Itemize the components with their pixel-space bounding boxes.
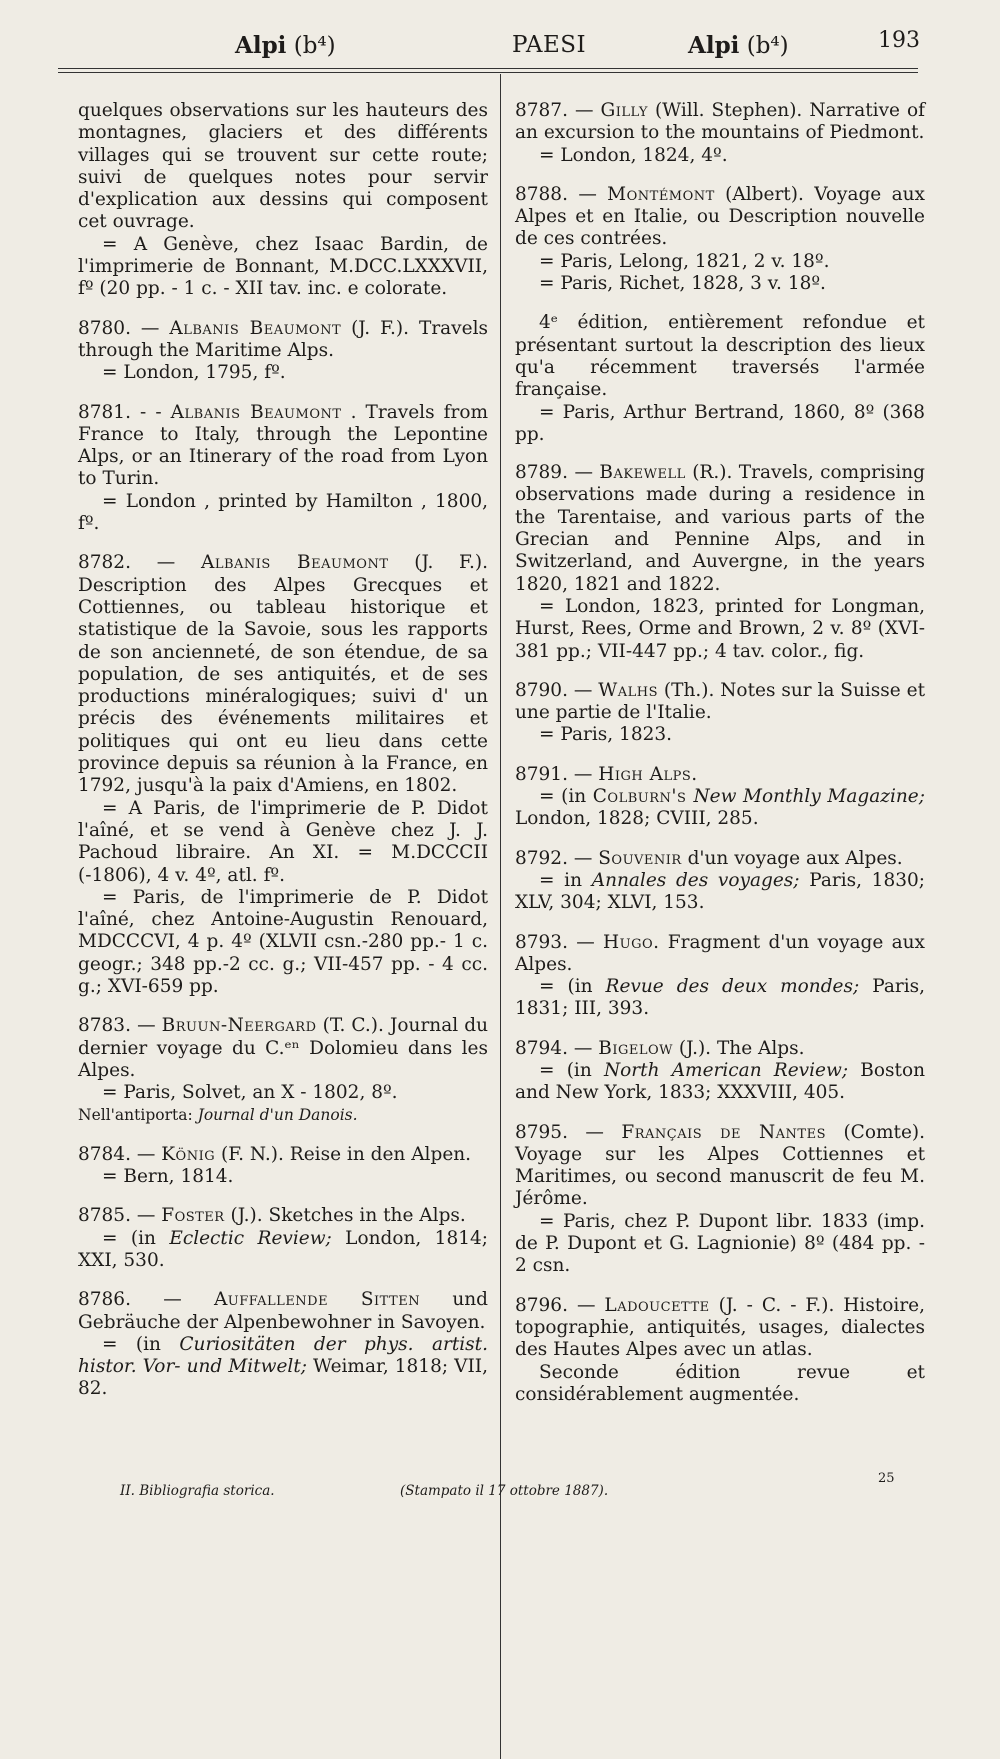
entry-dash: — bbox=[573, 763, 599, 785]
entry-number: 8780. bbox=[78, 317, 141, 339]
imprint-journal: Annales des voyages; bbox=[591, 869, 800, 891]
imprint-journal: Revue des deux mondes; bbox=[605, 976, 860, 998]
note-title: Journal d'un Danois. bbox=[197, 1106, 358, 1125]
entry-author: Gilly bbox=[600, 100, 648, 121]
header-left-suffix: (b⁴) bbox=[293, 33, 336, 59]
entry-number: 8793. bbox=[515, 931, 577, 953]
entry-dash: — bbox=[137, 1015, 162, 1037]
footer-print-date: (Stampato il 17 ottobre 1887). bbox=[400, 1483, 609, 1499]
bibliography-entry bbox=[515, 680, 925, 747]
entry-number: 8790. bbox=[515, 679, 574, 701]
entry-number: 8786. bbox=[78, 1289, 164, 1311]
entry-title: (J. F.). Description des Alpes Grecques et Cottiennes, ou tableau historique et statistique de la Savoie, sous les rapports de son ancienneté, de son étendue, de sa population, de ses antiquités, et de ses productions minéralogiques; suivi d' un précis des événements militaires et politiques qui ont eu lieu dans cette province depuis sa réunion à la France, en 1792, jusqu'à la paix d'Amiens, en 1802. bbox=[78, 552, 488, 797]
entry-number: 8795. bbox=[515, 1121, 586, 1143]
entry-author: Albanis Beaumont bbox=[200, 552, 389, 574]
header-left bbox=[235, 32, 336, 59]
entry-number: 8788. bbox=[515, 183, 579, 205]
entry-author: Montémont bbox=[607, 183, 715, 205]
footer-signature: 25 bbox=[878, 1471, 895, 1486]
entry-title: d'un voyage aux Alpes. bbox=[681, 847, 903, 869]
entry-number: 8785. bbox=[78, 1205, 137, 1227]
entry-author: Auffallende Sitten bbox=[213, 1289, 421, 1311]
header-right-title: Alpi bbox=[688, 32, 740, 59]
entry-heading bbox=[78, 402, 488, 491]
entry-author: Souvenir bbox=[598, 847, 682, 869]
entry-heading bbox=[78, 1289, 488, 1334]
running-header bbox=[60, 28, 920, 64]
entry-author: Albanis Beaumont bbox=[169, 317, 342, 339]
imprint-journal: Curiositäten der phys. artist. histor. Vor- und Mitwelt; bbox=[78, 1333, 488, 1378]
bibliography-entry bbox=[515, 764, 925, 831]
entry-imprint bbox=[515, 786, 925, 831]
bibliography-entry bbox=[78, 318, 488, 385]
entry-imprint: Seconde édition revue et considérablement augmentée. bbox=[515, 1361, 925, 1405]
left-column bbox=[78, 100, 488, 1418]
entry-heading bbox=[78, 552, 488, 797]
edition-note-imprint: = Paris, Arthur Bertrand, 1860, 8º (368 pp. bbox=[515, 401, 925, 445]
imprint-journal: Eclectic Review; bbox=[169, 1227, 332, 1249]
entry-author: Albanis Beaumont bbox=[170, 401, 342, 423]
footer-series: II. Bibliografia storica. bbox=[120, 1483, 275, 1499]
entry-imprint: = London, 1795, fº. bbox=[102, 362, 286, 384]
entry-number: 8783. bbox=[78, 1015, 138, 1037]
entry-dash: — bbox=[585, 1121, 622, 1143]
imprint-prefix: = (in bbox=[539, 786, 593, 808]
entry-title: (J. - C. - F.). Histoire, topographie, antiquités, usages, dialectes des Hautes Alpes avec un atlas. bbox=[515, 1294, 925, 1361]
entry-note bbox=[78, 1104, 488, 1126]
entry-imprint bbox=[78, 1228, 488, 1273]
header-rule-top bbox=[58, 68, 918, 69]
entry-author: Bakewell bbox=[599, 462, 686, 484]
entry-title: (Will. Stephen). Narrative of an excursion to the mountains of Piedmont. bbox=[515, 100, 925, 144]
entry-heading bbox=[78, 1144, 488, 1166]
entry-author: König bbox=[161, 1143, 216, 1165]
page-number: 193 bbox=[878, 28, 920, 53]
edition-note bbox=[515, 312, 925, 446]
bibliography-entry bbox=[515, 932, 925, 1021]
entry-number: 8787. bbox=[515, 100, 575, 121]
header-rule-bottom bbox=[58, 72, 918, 73]
entry-dash: — bbox=[136, 1205, 162, 1227]
imprint-details: Paris, 1831; III, 393. bbox=[515, 976, 926, 1020]
continued-imprint: = A Genève, chez Isaac Bardin, de l'imprimerie de Bonnant, M.DCC.LXXXVII, fº (20 pp. - 1 c. - XII tav. inc. e colorate. bbox=[78, 233, 488, 300]
entry-title: (R.). Travels, comprising observations made during a residence in the Tarentaise, and various parts of the Grecian and Pennine Alps, and in Switzerland, and Auvergne, in the years 1820, 1821 and 1822. bbox=[515, 462, 925, 595]
entry-number: 8781. bbox=[78, 401, 141, 423]
entry-imprint: = Paris, chez P. Dupont libr. 1833 (imp. de P. Dupont et G. Lagnionie) 8º (484 pp. - 2 csn. bbox=[515, 1210, 925, 1277]
header-left-title: Alpi bbox=[235, 32, 287, 59]
entry-author: Foster bbox=[161, 1205, 225, 1227]
imprint-details: London, 1814; XXI, 530. bbox=[78, 1227, 488, 1271]
header-center: PAESI bbox=[512, 32, 587, 58]
bibliography-entry bbox=[515, 848, 925, 915]
entry-heading bbox=[78, 1015, 488, 1082]
column-divider bbox=[500, 74, 501, 1759]
entry-dash: — bbox=[574, 462, 600, 484]
imprint-prefix: = (in bbox=[102, 1333, 180, 1355]
entry-heading bbox=[515, 100, 925, 145]
imprint-prefix: = (in bbox=[539, 976, 606, 998]
entry-dash: - - bbox=[140, 401, 171, 423]
entry-number: 8796. bbox=[515, 1294, 577, 1316]
entry-heading bbox=[515, 764, 925, 786]
imprint-prefix: = (in bbox=[539, 1059, 604, 1081]
entry-dash: — bbox=[573, 1037, 599, 1059]
entry-heading bbox=[515, 1038, 925, 1060]
bibliography-entry bbox=[515, 1122, 925, 1278]
entry-title: . Travels from France to Italy, through the Lepontine Alps, or an Itinerary of the road from Lyon to Turin. bbox=[78, 401, 488, 490]
entry-author: Walhs bbox=[598, 679, 659, 701]
imprint-details: Boston and New York, 1833; XXXVIII, 405. bbox=[515, 1059, 925, 1104]
entry-title: (F. N.). Reise in den Alpen. bbox=[215, 1143, 472, 1165]
imprint-journal: North American Review; bbox=[603, 1059, 849, 1081]
bibliography-entry bbox=[78, 1289, 488, 1400]
entry-number: 8782. bbox=[78, 552, 157, 574]
entry-imprint: = London, 1824, 4º. bbox=[539, 144, 728, 166]
entry-number: 8789. bbox=[515, 462, 575, 484]
entry-title: (J.). Sketches in the Alps. bbox=[224, 1205, 466, 1227]
entry-heading bbox=[515, 848, 925, 870]
entry-title: (Albert). Voyage aux Alpes et en Italie, ou Description nouvelle de ces contrées. bbox=[515, 183, 925, 250]
entry-imprint: = London, 1823, printed for Longman, Hurst, Rees, Orme and Brown, 2 v. 8º (XVI-381 pp.; VII-447 pp.; 4 tav. color., fig. bbox=[515, 595, 925, 662]
entry-title: Fragment d'un voyage aux Alpes. bbox=[515, 931, 925, 975]
bibliography-entry bbox=[515, 1295, 925, 1406]
entry-imprint: = Bern, 1814. bbox=[102, 1166, 234, 1188]
entry-dash: — bbox=[574, 100, 601, 121]
entry-heading bbox=[78, 1205, 488, 1227]
entry-heading bbox=[515, 184, 925, 251]
entry-number: 8794. bbox=[515, 1037, 574, 1059]
entry-dash: — bbox=[576, 931, 604, 953]
entry-author: Bigelow bbox=[598, 1037, 673, 1059]
bibliography-entry bbox=[515, 100, 925, 167]
imprint-details: Paris, 1830; XLV, 304; XLVI, 153. bbox=[515, 869, 925, 914]
right-column bbox=[515, 100, 925, 1423]
imprint-prefix: = in bbox=[539, 869, 592, 891]
bibliography-entry bbox=[515, 184, 925, 295]
entry-title: (J.). The Alps. bbox=[673, 1037, 805, 1059]
entry-title: und Gebräuche der Alpenbewohner in Savoyen. bbox=[78, 1289, 488, 1333]
entry-dash: — bbox=[576, 1294, 605, 1316]
entry-heading bbox=[515, 680, 925, 725]
entry-dash: — bbox=[136, 1143, 162, 1165]
imprint-publisher: Colburn's bbox=[592, 786, 694, 808]
bibliography-entry bbox=[515, 462, 925, 663]
continued-text: quelques observations sur les hauteurs des montagnes, glaciers et des différents villages qui se trouvent sur cette route; suivi de quelques notes pour servir d'explication aux dessins qui composent cet ouvrage. bbox=[78, 100, 488, 233]
imprint-details: London, 1828; CVIII, 285. bbox=[515, 808, 759, 830]
entry-imprint bbox=[515, 1060, 925, 1105]
entry-number: 8792. bbox=[515, 847, 574, 869]
entry-heading bbox=[515, 462, 925, 596]
bibliography-entry bbox=[78, 552, 488, 998]
entry-imprint bbox=[515, 870, 925, 915]
bibliography-entry bbox=[78, 1205, 488, 1272]
entry-dash: — bbox=[573, 679, 599, 701]
entry-dash: — bbox=[573, 847, 599, 869]
header-right bbox=[688, 32, 789, 59]
entry-dash: — bbox=[163, 1289, 214, 1311]
entry-imprint: = Paris, Richet, 1828, 3 v. 18º. bbox=[539, 273, 826, 295]
entry-imprint: = Paris, 1823. bbox=[539, 724, 673, 746]
entry-title: (Th.). Notes sur la Suisse et une partie de l'Italie. bbox=[515, 679, 926, 724]
imprint-prefix: = (in bbox=[102, 1227, 170, 1249]
entry-imprint: = Paris, Lelong, 1821, 2 v. 18º. bbox=[539, 250, 830, 272]
entry-imprint: = Paris, Solvet, an X - 1802, 8º. bbox=[102, 1082, 398, 1104]
entry-author: Ladoucette bbox=[604, 1294, 710, 1316]
header-right-suffix: (b⁴) bbox=[746, 33, 789, 59]
entry-imprint: = Paris, de l'imprimerie de P. Didot l'aîné, chez Antoine-Augustin Renouard, MDCCCVI, 4 p. 4º (XLVII csn.-280 pp.- 1 c. geogr.; 348 pp.-2 cc. g.; VII-457 pp. - 4 cc. g.; XVI-659 pp. bbox=[78, 886, 488, 997]
bibliography-entry bbox=[78, 1144, 488, 1189]
note-label: Nell'antiporta: bbox=[78, 1106, 198, 1125]
entry-imprint: = London , printed by Hamilton , 1800, fº. bbox=[78, 490, 488, 535]
entry-heading bbox=[515, 1295, 925, 1362]
entry-author: High Alps. bbox=[598, 763, 698, 785]
entry-title: (T. C.). Journal du dernier voyage du C.ᵉⁿ Dolomieu dans les Alpes. bbox=[78, 1015, 489, 1081]
entry-imprint bbox=[515, 976, 925, 1021]
entry-imprint: = A Paris, de l'imprimerie de P. Didot l'aîné, et se vend à Genève chez J. J. Pachoud libraire. An XI. = M.DCCCII (-1806), 4 v. 4º, atl. fº. bbox=[78, 797, 488, 886]
bibliography-entry bbox=[515, 1038, 925, 1105]
imprint-details: Weimar, 1818; VII, 82. bbox=[78, 1356, 488, 1400]
entry-imprint bbox=[78, 1334, 488, 1401]
bibliography-entry bbox=[78, 1015, 488, 1126]
entry-number: 8784. bbox=[78, 1143, 137, 1165]
entry-author: Français de Nantes bbox=[621, 1121, 826, 1143]
entry-title: (Comte). Voyage sur les Alpes Cottiennes et Maritimes, ou second manuscrit de feu M. Jérôme. bbox=[515, 1121, 925, 1210]
entry-author: Bruun-Neergard bbox=[161, 1015, 317, 1037]
entry-dash: — bbox=[156, 552, 201, 574]
entry-heading bbox=[515, 932, 925, 977]
bibliography-entry bbox=[78, 402, 488, 536]
entry-heading bbox=[515, 1122, 925, 1211]
entry-title: (J. F.). Travels through the Maritime Alps. bbox=[78, 317, 488, 361]
entry-number: 8791. bbox=[515, 763, 574, 785]
edition-note-text: 4ᵉ édition, entièrement refondue et présentant surtout la description des lieux qu'a récemment traversés l'armée française. bbox=[515, 312, 925, 401]
entry-dash: — bbox=[140, 317, 170, 339]
entry-author: Hugo. bbox=[603, 931, 660, 953]
imprint-journal: New Monthly Magazine; bbox=[693, 786, 925, 808]
entry-dash: — bbox=[578, 183, 608, 205]
entry-heading bbox=[78, 318, 488, 363]
